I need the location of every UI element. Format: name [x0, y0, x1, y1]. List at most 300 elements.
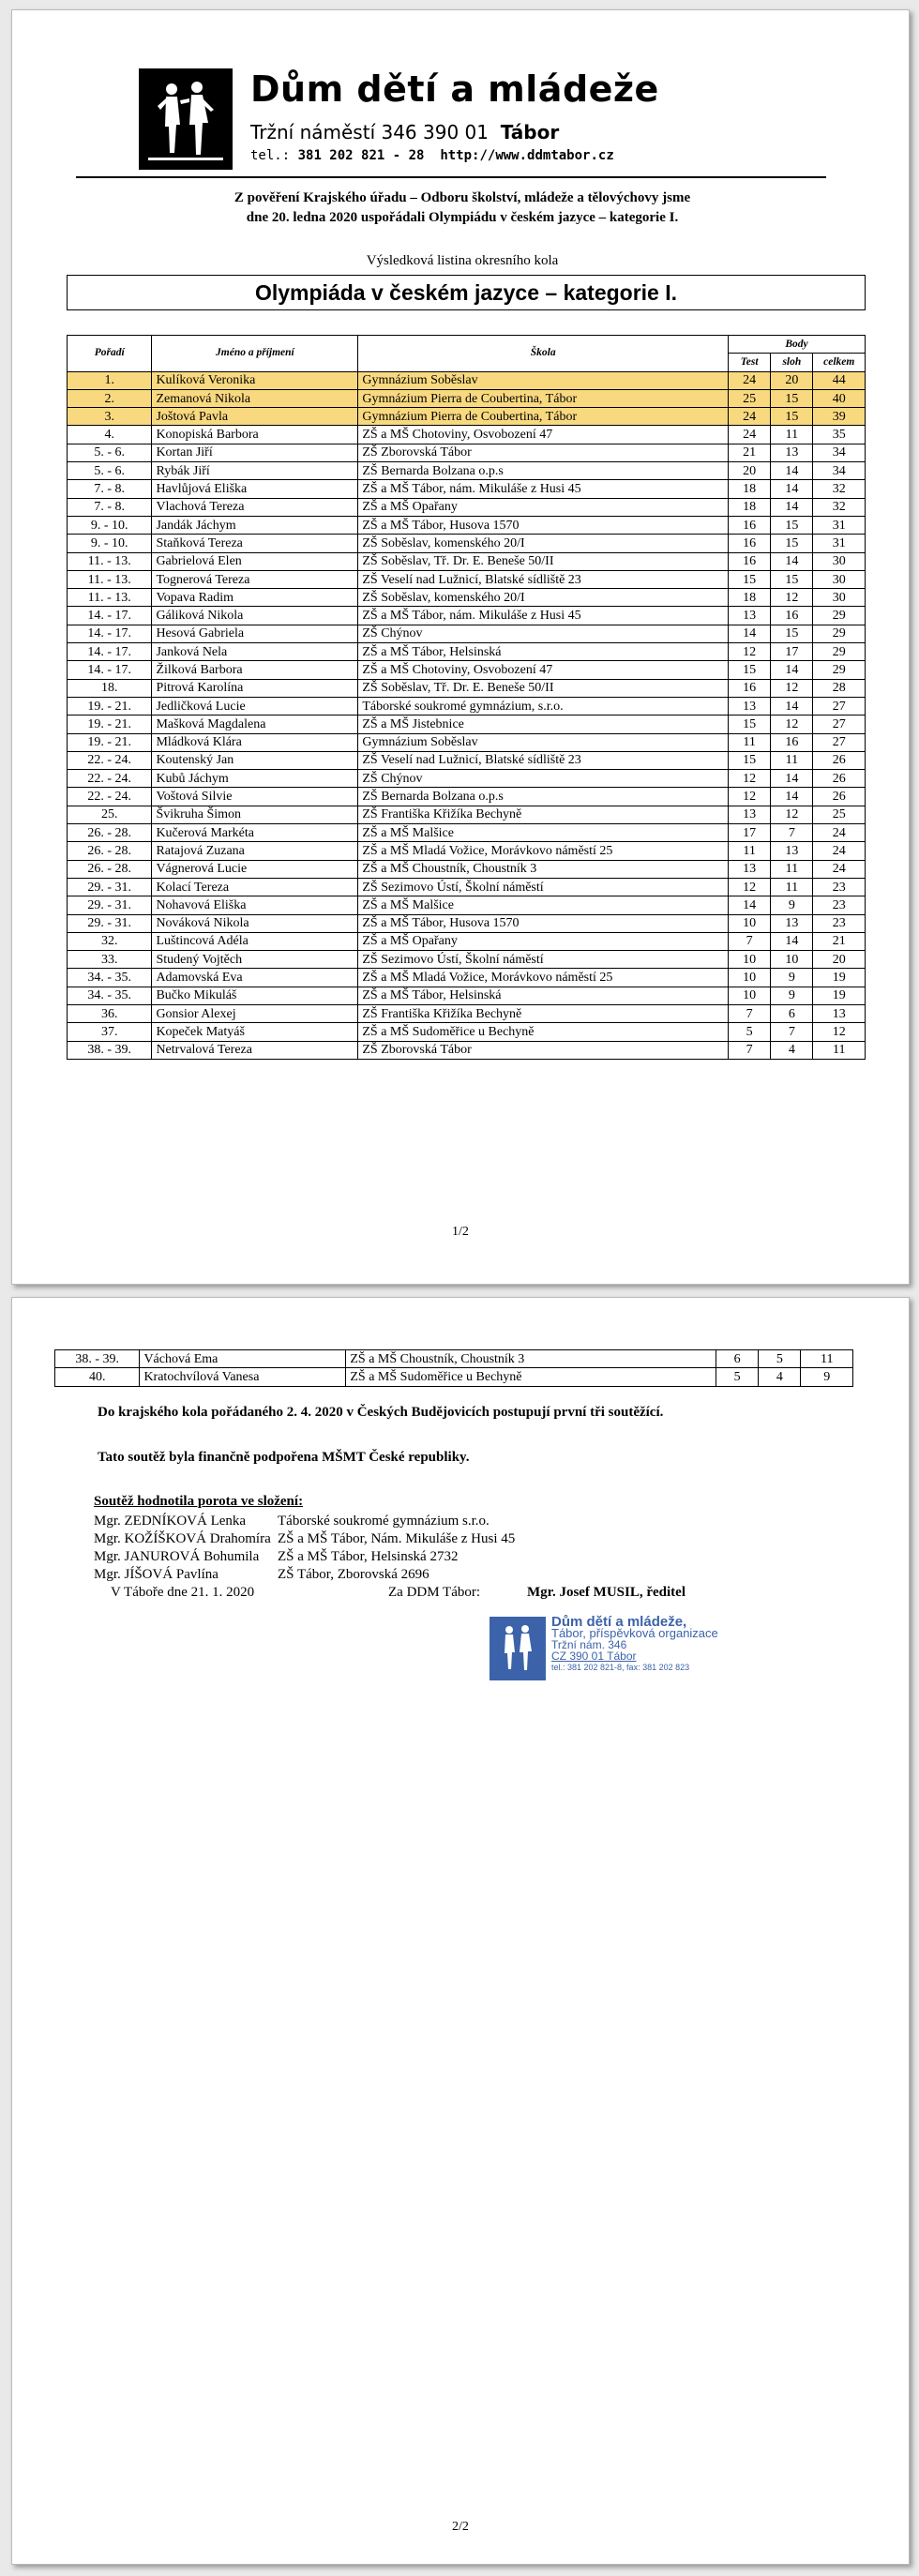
stamp-text [551, 1614, 718, 1673]
sloh-cell: 16 [771, 733, 813, 751]
school-cell: ZŠ a MŠ Malšice [358, 896, 729, 914]
table-row [68, 462, 866, 480]
jury-member [94, 1566, 515, 1584]
school-cell: ZŠ Soběslav, Tř. Dr. E. Beneše 50/II [358, 679, 729, 697]
test-cell: 20 [729, 462, 771, 480]
name-cell: Žilková Barbora [152, 661, 358, 679]
table-row [68, 679, 866, 697]
rank-cell: 19. - 21. [68, 697, 152, 715]
sloh-cell: 9 [771, 896, 813, 914]
total-cell: 31 [813, 516, 866, 534]
total-cell: 30 [813, 589, 866, 607]
name-cell: Adamovská Eva [152, 969, 358, 987]
sloh-cell: 14 [771, 932, 813, 950]
table-row [68, 607, 866, 625]
total-cell: 39 [813, 408, 866, 426]
test-cell: 24 [729, 408, 771, 426]
sloh-cell: 4 [771, 1041, 813, 1059]
rank-cell: 33. [68, 951, 152, 969]
school-cell: ZŠ Bernarda Bolzana o.p.s [358, 462, 729, 480]
rank-cell: 38. - 39. [55, 1350, 140, 1368]
rank-cell: 37. [68, 1023, 152, 1041]
sloh-cell: 5 [759, 1350, 801, 1368]
school-cell: ZŠ Zborovská Tábor [358, 444, 729, 461]
name-cell: Gonsior Alexej [152, 1004, 358, 1022]
name-cell: Švikruha Šimon [152, 806, 358, 823]
rank-cell: 14. - 17. [68, 625, 152, 642]
sloh-cell: 12 [771, 716, 813, 733]
test-cell: 13 [729, 806, 771, 823]
school-cell: Gymnázium Pierra de Coubertina, Tábor [358, 389, 729, 407]
table-row [68, 371, 866, 389]
table-row [68, 969, 866, 987]
table-row [68, 751, 866, 769]
intro-line-2: dne 20. ledna 2020 uspořádali Olympiádu v českém jazyce – kategorie I. [246, 210, 679, 225]
name-cell: Kratochvílová Vanesa [140, 1368, 346, 1386]
test-cell: 11 [729, 733, 771, 751]
header-total: celkem [813, 354, 866, 371]
header-sloh: sloh [771, 354, 813, 371]
sloh-cell: 12 [771, 679, 813, 697]
total-cell: 24 [813, 824, 866, 842]
name-cell: Mašková Magdalena [152, 716, 358, 733]
sloh-cell: 14 [771, 661, 813, 679]
table-row [68, 1004, 866, 1022]
total-cell: 12 [813, 1023, 866, 1041]
name-cell: Janková Nela [152, 643, 358, 661]
intro-line-1: Z pověření Krajského úřadu – Odboru školství, mládeže a tělovýchovy jsme [234, 190, 691, 205]
sloh-cell: 15 [771, 570, 813, 588]
total-cell: 28 [813, 679, 866, 697]
jury-member-school: ZŠ a MŠ Tábor, Helsinská 2732 [278, 1549, 459, 1564]
school-cell: ZŠ Veselí nad Lužnicí, Blatské sídliště 23 [358, 570, 729, 588]
name-cell: Rybák Jiří [152, 462, 358, 480]
header-name: Jméno a příjmení [152, 336, 358, 372]
rank-cell: 22. - 24. [68, 788, 152, 806]
sloh-cell: 14 [771, 770, 813, 788]
jury-member-name: Mgr. ZEDNÍKOVÁ Lenka [94, 1514, 247, 1529]
table-row [68, 552, 866, 570]
school-cell: Gymnázium Pierra de Coubertina, Tábor [358, 408, 729, 426]
rank-cell: 4. [68, 426, 152, 444]
rank-cell: 22. - 24. [68, 751, 152, 769]
table-row [68, 516, 866, 534]
sloh-cell: 12 [771, 806, 813, 823]
rank-cell: 9. - 10. [68, 516, 152, 534]
jury-member [94, 1530, 515, 1548]
sloh-cell: 14 [771, 462, 813, 480]
test-cell: 25 [729, 389, 771, 407]
rank-cell: 5. - 6. [68, 444, 152, 461]
table-row [68, 389, 866, 407]
results-table [67, 335, 866, 1060]
school-cell: ZŠ a MŠ Tábor, Husova 1570 [358, 914, 729, 932]
name-cell: Jandák Jáchym [152, 516, 358, 534]
address-text: Tržní náměstí 346 390 01 [250, 121, 489, 143]
sloh-cell: 14 [771, 697, 813, 715]
name-cell: Zemanová Nikola [152, 389, 358, 407]
school-cell: ZŠ a MŠ Sudoměřice u Bechyně [346, 1368, 716, 1386]
name-cell: Luštincová Adéla [152, 932, 358, 950]
total-cell: 13 [813, 1004, 866, 1022]
test-cell: 21 [729, 444, 771, 461]
signatory: Mgr. Josef MUSIL, ředitel [527, 1585, 685, 1600]
page-1 [11, 9, 910, 1285]
test-cell: 12 [729, 878, 771, 896]
table-row [68, 697, 866, 715]
total-cell: 29 [813, 607, 866, 625]
sloh-cell: 4 [759, 1368, 801, 1386]
ddm-logo [139, 68, 233, 170]
rank-cell: 29. - 31. [68, 896, 152, 914]
test-cell: 5 [716, 1368, 759, 1386]
test-cell: 7 [729, 1041, 771, 1059]
test-cell: 13 [729, 697, 771, 715]
name-cell: Kopeček Matyáš [152, 1023, 358, 1041]
name-cell: Staňková Tereza [152, 535, 358, 552]
name-cell: Kulíková Veronika [152, 371, 358, 389]
test-cell: 16 [729, 535, 771, 552]
table-row [68, 589, 866, 607]
rank-cell: 9. - 10. [68, 535, 152, 552]
sloh-cell: 6 [771, 1004, 813, 1022]
school-cell: ZŠ Veselí nad Lužnicí, Blatské sídliště 23 [358, 751, 729, 769]
school-cell: ZŠ a MŠ Choustník, Choustník 3 [346, 1350, 716, 1368]
rank-cell: 38. - 39. [68, 1041, 152, 1059]
city: Tábor [500, 121, 560, 143]
stamp-line-3: Tržní nám. 346 [551, 1638, 627, 1651]
jury-member-name: Mgr. KOŽÍŠKOVÁ Drahomíra [94, 1531, 271, 1546]
school-cell: ZŠ a MŠ Chotoviny, Osvobození 47 [358, 661, 729, 679]
test-cell: 16 [729, 552, 771, 570]
school-cell: ZŠ a MŠ Choustník, Choustník 3 [358, 860, 729, 878]
test-cell: 13 [729, 860, 771, 878]
rank-cell: 26. - 28. [68, 860, 152, 878]
table-row [68, 914, 866, 932]
total-cell: 26 [813, 770, 866, 788]
total-cell: 34 [813, 462, 866, 480]
total-cell: 9 [801, 1368, 853, 1386]
test-cell: 15 [729, 751, 771, 769]
name-cell: Ratajová Zuzana [152, 842, 358, 860]
rank-cell: 11. - 13. [68, 589, 152, 607]
total-cell: 23 [813, 914, 866, 932]
table-row [55, 1368, 853, 1386]
total-cell: 19 [813, 969, 866, 987]
tel-number: 381 202 821 - 28 [297, 148, 425, 163]
name-cell: Pitrová Karolína [152, 679, 358, 697]
total-cell: 35 [813, 426, 866, 444]
table-row [68, 570, 866, 588]
name-cell: Vágnerová Lucie [152, 860, 358, 878]
total-cell: 27 [813, 697, 866, 715]
rank-cell: 3. [68, 408, 152, 426]
test-cell: 16 [729, 516, 771, 534]
name-cell: Tognerová Tereza [152, 570, 358, 588]
jury-member [94, 1548, 515, 1566]
school-cell: ZŠ a MŠ Opařany [358, 932, 729, 950]
total-cell: 19 [813, 987, 866, 1004]
school-cell: ZŠ a MŠ Sudoměřice u Bechyně [358, 1023, 729, 1041]
stamp-line-1: Dům dětí a mládeže, [551, 1614, 687, 1630]
jury-member-school: ZŠ Tábor, Zborovská 2696 [278, 1567, 429, 1582]
test-cell: 12 [729, 770, 771, 788]
rank-cell: 36. [68, 1004, 152, 1022]
rank-cell: 19. - 21. [68, 733, 152, 751]
rank-cell: 14. - 17. [68, 607, 152, 625]
org-contact [250, 148, 614, 163]
jury-member [94, 1513, 515, 1530]
table-row [55, 1350, 853, 1368]
funding-note: Tato soutěž byla finančně podpořena MŠMT České republiky. [98, 1450, 470, 1465]
stamp-line-5: tel.: 381 202 821-8, fax: 381 202 823 [551, 1663, 690, 1672]
test-cell: 15 [729, 716, 771, 733]
stamp-logo-icon [490, 1617, 546, 1680]
rank-cell: 40. [55, 1368, 140, 1386]
rank-cell: 7. - 8. [68, 480, 152, 498]
sloh-cell: 14 [771, 480, 813, 498]
table-row [68, 770, 866, 788]
school-cell: ZŠ a MŠ Mladá Vožice, Morávkovo náměstí 25 [358, 969, 729, 987]
sloh-cell: 13 [771, 444, 813, 461]
header-school: Škola [358, 336, 729, 372]
name-cell: Studený Vojtěch [152, 951, 358, 969]
tel-label: tel.: [250, 148, 291, 163]
table-row [68, 498, 866, 516]
rank-cell: 5. - 6. [68, 462, 152, 480]
name-cell: Nováková Nikola [152, 914, 358, 932]
name-cell: Havlůjová Eliška [152, 480, 358, 498]
org-name: Dům dětí a mládeže [250, 68, 659, 110]
table-row [68, 878, 866, 896]
test-cell: 6 [716, 1350, 759, 1368]
sloh-cell: 15 [771, 408, 813, 426]
rank-cell: 7. - 8. [68, 498, 152, 516]
name-cell: Gabrielová Elen [152, 552, 358, 570]
table-row [68, 661, 866, 679]
total-cell: 23 [813, 878, 866, 896]
rank-cell: 34. - 35. [68, 987, 152, 1004]
test-cell: 15 [729, 570, 771, 588]
table-row [68, 643, 866, 661]
school-cell: ZŠ Sezimovo Ústí, Školní náměstí [358, 878, 729, 896]
name-cell: Koutenský Jan [152, 751, 358, 769]
intro-text [106, 188, 819, 228]
test-cell: 10 [729, 969, 771, 987]
table-row [68, 1041, 866, 1059]
header-rule [76, 176, 826, 178]
school-cell: Táborské soukromé gymnázium, s.r.o. [358, 697, 729, 715]
name-cell: Joštová Pavla [152, 408, 358, 426]
sloh-cell: 13 [771, 914, 813, 932]
school-cell: ZŠ a MŠ Tábor, Helsinská [358, 643, 729, 661]
name-cell: Gáliková Nikola [152, 607, 358, 625]
total-cell: 44 [813, 371, 866, 389]
total-cell: 21 [813, 932, 866, 950]
results-subheading: Výsledková listina okresního kola [366, 253, 559, 268]
test-cell: 10 [729, 951, 771, 969]
name-cell: Nohavová Eliška [152, 896, 358, 914]
school-cell: ZŠ a MŠ Malšice [358, 824, 729, 842]
school-cell: ZŠ a MŠ Tábor, nám. Mikuláše z Husi 45 [358, 607, 729, 625]
school-cell: ZŠ Chýnov [358, 770, 729, 788]
jury-list [94, 1513, 515, 1584]
sloh-cell: 15 [771, 535, 813, 552]
total-cell: 24 [813, 842, 866, 860]
table-row [68, 444, 866, 461]
test-cell: 18 [729, 498, 771, 516]
school-cell: Gymnázium Soběslav [358, 371, 729, 389]
school-cell: ZŠ Františka Křižíka Bechyně [358, 806, 729, 823]
total-cell: 32 [813, 498, 866, 516]
sloh-cell: 15 [771, 625, 813, 642]
table-row [68, 535, 866, 552]
test-cell: 5 [729, 1023, 771, 1041]
jury-heading: Soutěž hodnotila porota ve složení: [94, 1494, 304, 1509]
sloh-cell: 16 [771, 607, 813, 625]
total-cell: 23 [813, 896, 866, 914]
test-cell: 24 [729, 426, 771, 444]
total-cell: 26 [813, 788, 866, 806]
results-body [68, 371, 866, 1059]
page-title: Olympiáda v českém jazyce – kategorie I. [67, 275, 866, 310]
rank-cell: 29. - 31. [68, 914, 152, 932]
place-date: V Táboře dne 21. 1. 2020 [111, 1585, 255, 1600]
sloh-cell: 11 [771, 426, 813, 444]
results-table-continued [54, 1349, 853, 1387]
test-cell: 14 [729, 896, 771, 914]
rank-cell: 26. - 28. [68, 842, 152, 860]
header-test: Test [729, 354, 771, 371]
sloh-cell: 14 [771, 552, 813, 570]
for-ddm-label: Za DDM Tábor: [388, 1585, 481, 1600]
rank-cell: 19. - 21. [68, 716, 152, 733]
test-cell: 7 [729, 932, 771, 950]
total-cell: 20 [813, 951, 866, 969]
table-row [68, 806, 866, 823]
sloh-cell: 11 [771, 878, 813, 896]
school-cell: ZŠ a MŠ Tábor, Helsinská [358, 987, 729, 1004]
org-address [250, 121, 559, 143]
test-cell: 14 [729, 625, 771, 642]
total-cell: 24 [813, 860, 866, 878]
test-cell: 12 [729, 643, 771, 661]
total-cell: 29 [813, 643, 866, 661]
sloh-cell: 14 [771, 498, 813, 516]
test-cell: 10 [729, 914, 771, 932]
page-number: 2/2 [452, 2520, 469, 2534]
page-number: 1/2 [452, 1225, 469, 1239]
rank-cell: 26. - 28. [68, 824, 152, 842]
sloh-cell: 9 [771, 969, 813, 987]
name-cell: Kolací Tereza [152, 878, 358, 896]
table-row [68, 860, 866, 878]
school-cell: ZŠ Sezimovo Ústí, Školní náměstí [358, 951, 729, 969]
name-cell: Jedličková Lucie [152, 697, 358, 715]
total-cell: 40 [813, 389, 866, 407]
school-cell: ZŠ a MŠ Opařany [358, 498, 729, 516]
test-cell: 11 [729, 842, 771, 860]
table-row [68, 716, 866, 733]
sloh-cell: 17 [771, 643, 813, 661]
sloh-cell: 13 [771, 842, 813, 860]
header-rank: Pořadí [68, 336, 152, 372]
name-cell: Mládková Klára [152, 733, 358, 751]
rank-cell: 25. [68, 806, 152, 823]
sloh-cell: 9 [771, 987, 813, 1004]
name-cell: Hesová Gabriela [152, 625, 358, 642]
total-cell: 30 [813, 552, 866, 570]
table-row [68, 426, 866, 444]
web-link[interactable]: http://www.ddmtabor.cz [440, 148, 614, 163]
name-cell: Kortan Jiří [152, 444, 358, 461]
test-cell: 13 [729, 607, 771, 625]
jury-member-school: Táborské soukromé gymnázium s.r.o. [278, 1514, 490, 1529]
rank-cell: 2. [68, 389, 152, 407]
test-cell: 18 [729, 589, 771, 607]
test-cell: 18 [729, 480, 771, 498]
table-row [68, 824, 866, 842]
rank-cell: 29. - 31. [68, 878, 152, 896]
table-row [68, 987, 866, 1004]
test-cell: 10 [729, 987, 771, 1004]
sloh-cell: 15 [771, 516, 813, 534]
table-row [68, 733, 866, 751]
school-cell: ZŠ Bernarda Bolzana o.p.s [358, 788, 729, 806]
school-cell: ZŠ a MŠ Mladá Vožice, Morávkovo náměstí 25 [358, 842, 729, 860]
rank-cell: 14. - 17. [68, 643, 152, 661]
total-cell: 26 [813, 751, 866, 769]
school-cell: ZŠ Soběslav, komenského 20/I [358, 589, 729, 607]
school-cell: ZŠ Soběslav, Tř. Dr. E. Beneše 50/II [358, 552, 729, 570]
table-row [68, 625, 866, 642]
school-cell: ZŠ Soběslav, komenského 20/I [358, 535, 729, 552]
name-cell: Voštová Silvie [152, 788, 358, 806]
total-cell: 29 [813, 661, 866, 679]
official-stamp [488, 1613, 792, 1690]
total-cell: 29 [813, 625, 866, 642]
total-cell: 11 [801, 1350, 853, 1368]
total-cell: 27 [813, 733, 866, 751]
rank-cell: 11. - 13. [68, 552, 152, 570]
school-cell: Gymnázium Soběslav [358, 733, 729, 751]
name-cell: Vlachová Tereza [152, 498, 358, 516]
rank-cell: 18. [68, 679, 152, 697]
table-row [68, 480, 866, 498]
header-points: Body [729, 336, 866, 354]
sloh-cell: 11 [771, 860, 813, 878]
total-cell: 25 [813, 806, 866, 823]
test-cell: 7 [729, 1004, 771, 1022]
test-cell: 17 [729, 824, 771, 842]
name-cell: Konopiská Barbora [152, 426, 358, 444]
rank-cell: 34. - 35. [68, 969, 152, 987]
name-cell: Váchová Ema [140, 1350, 346, 1368]
total-cell: 27 [813, 716, 866, 733]
sloh-cell: 12 [771, 589, 813, 607]
sloh-cell: 20 [771, 371, 813, 389]
sloh-cell: 10 [771, 951, 813, 969]
sloh-cell: 14 [771, 788, 813, 806]
jury-member-name: Mgr. JANUROVÁ Bohumila [94, 1549, 260, 1564]
school-cell: ZŠ Františka Křižíka Bechyně [358, 1004, 729, 1022]
table-row [68, 788, 866, 806]
school-cell: ZŠ a MŠ Jistebnice [358, 716, 729, 733]
table-row [68, 842, 866, 860]
total-cell: 11 [813, 1041, 866, 1059]
stamp-line-2: Tábor, příspěvková organizace [551, 1626, 718, 1640]
sloh-cell: 15 [771, 389, 813, 407]
